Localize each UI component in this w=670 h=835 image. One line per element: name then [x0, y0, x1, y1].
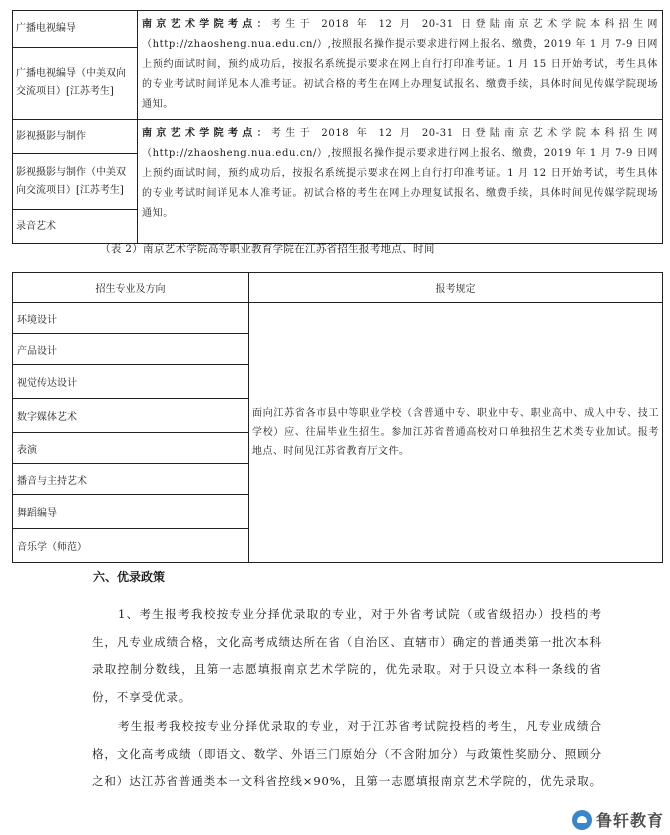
wechat-icon — [572, 810, 592, 830]
major-label: 广播电视编导（中美双向交流项目）[江苏考生] — [13, 47, 138, 119]
exam-schedule-table-2 — [12, 272, 663, 563]
exam-site-text: 考生于 2018 年 12 月 20-31 日登陆南京艺术学院本科招生网（http://zhaosheng.nua.edu.cn/）,按照报名操作提示要求进行网上报名、缴费，2019 年 1 月 7-9 日网上预约面试时间，预约成功后，按报名系统提示要求在网上自行打印准考证。1 月 12 日开始考试，考生具体的专业考试时间详见本人准考证。初试合格的考生在网上办理复试报名、缴费手续，具体时间见传媒学院现场通知。 — [142, 128, 658, 219]
major-label: 广播电视编导 — [13, 11, 138, 48]
watermark-text: 鲁轩教育 — [595, 811, 664, 830]
watermark — [572, 808, 664, 831]
major-label: 影视摄影与制作（中美双向交流项目）[江苏考生] — [13, 154, 138, 210]
major-cell: 舞蹈编导 — [13, 495, 249, 529]
rule-cell: 面向江苏省各市县中等职业学校（含普通中专、职业中专、职业高中、成人中专、技工学校）应、往届毕业生招生。参加江苏省普通高校对口单独招生艺术类专业加试。报考地点、时间见江苏省教育厅文件。 — [249, 303, 663, 563]
exam-description — [138, 11, 663, 120]
major-cell: 环境设计 — [13, 303, 249, 334]
exam-schedule-table-1 — [12, 10, 663, 244]
section-heading: 六、优录政策 — [93, 570, 166, 584]
policy-paragraph-2: 考生报考我校按专业分择优录取的专业，对于江苏省考试院投档的考生，凡专业成绩合格，文化高考成绩（即语文、数学、外语三门原始分（不含附加分）与政策性奖励分、照顾分之和）达江苏省普通类本一文科省控线×90%，且第一志愿填报南京艺术学院的，优先录取。 — [92, 719, 602, 788]
major-cell: 数字媒体艺术 — [13, 399, 249, 433]
exam-site-lead: 南京艺术学院考点： — [142, 19, 271, 30]
column-header: 招生专业及方向 — [13, 273, 249, 303]
exam-site-text: 考生于 2018 年 12 月 20-31 日登陆南京艺术学院本科招生网（http://zhaosheng.nua.edu.cn/）,按照报名操作提示要求进行网上报名、缴费，2019 年 1 月 7-9 日网上预约面试时间，预约成功后，按报名系统提示要求在网上自行打印准考证。1 月 15 日开始考试，考生具体的专业考试时间详见本人准考证。初试合格的考生在网上办理复试报名、缴费手续，具体时间见传媒学院现场通知。 — [142, 19, 658, 110]
major-cell: 产品设计 — [13, 334, 249, 365]
major-label: 录音艺术 — [13, 210, 138, 244]
exam-description — [138, 120, 663, 244]
column-header: 报考规定 — [249, 273, 663, 303]
major-cell: 视觉传达设计 — [13, 365, 249, 399]
major-cell: 表演 — [13, 433, 249, 464]
major-cell: 播音与主持艺术 — [13, 464, 249, 495]
major-cell: 音乐学（师范） — [13, 529, 249, 563]
policy-paragraph-1: 1、考生报考我校按专业分择优录取的专业，对于外省考试院（或省级招办）投档的考生，凡专业成绩合格，文化高考成绩达所在省（自治区、直辖市）确定的普通类第一批次本科录取控制分数线，且第一志愿填报南京艺术学院的，优先录取。对于只设立本科一条线的省份，不享受优录。 — [92, 607, 602, 704]
exam-site-lead: 南京艺术学院考点： — [142, 128, 271, 139]
major-label: 影视摄影与制作 — [13, 120, 138, 154]
table-caption: （表 2）南京艺术学院高等职业教育学院在江苏省招生报考地点、时间 — [100, 243, 435, 255]
